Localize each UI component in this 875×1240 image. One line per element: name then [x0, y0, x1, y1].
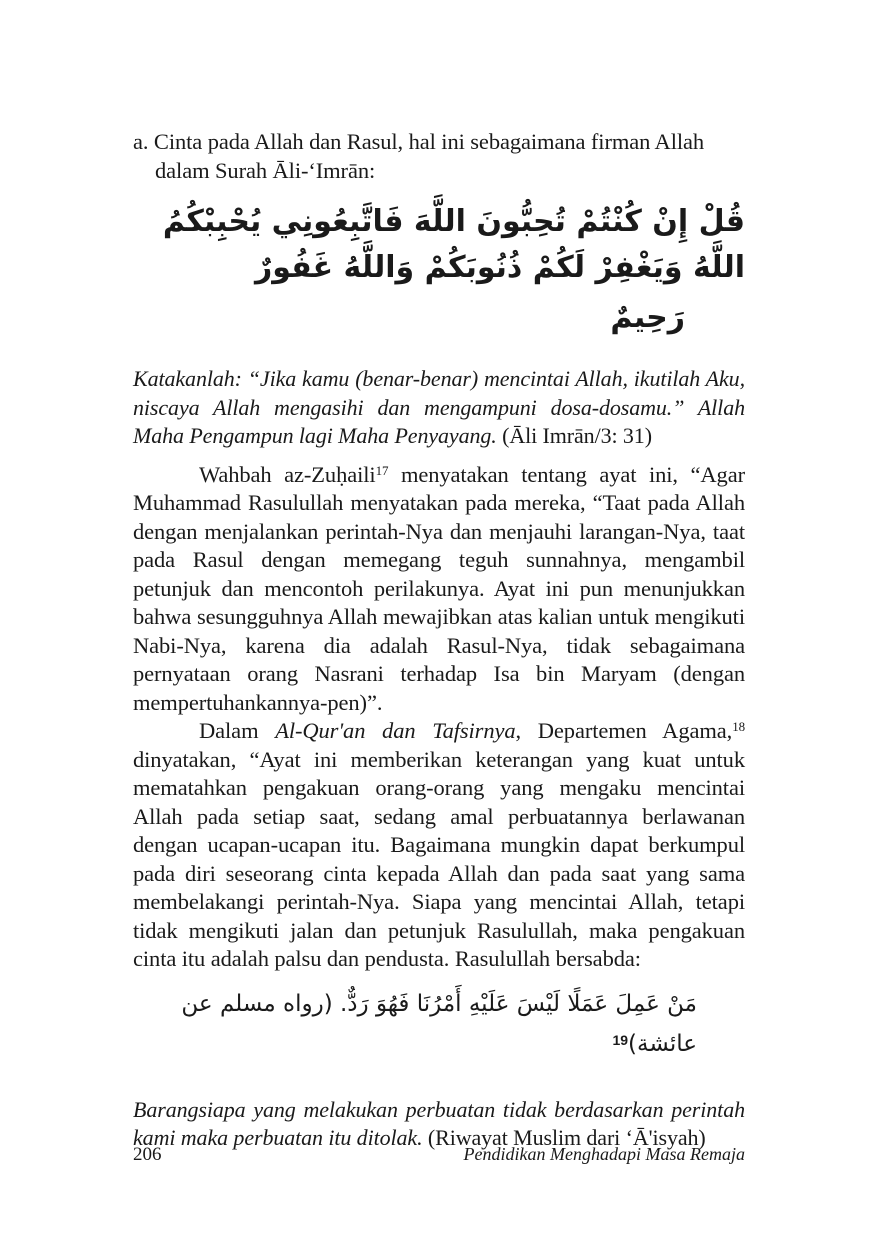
page-body — [133, 128, 745, 1153]
hadith-reference: (Riwayat Muslim dari ‘Ā'isyah) — [427, 1125, 706, 1150]
paragraph-wahbah-rest: menyatakan tentang ayat ini, “Agar Muhammad Rasulullah menyatakan pada mereka, “Taat pada Allah dengan menjalankan perintah-Nya dan menjauhi larangan-Nya, taat pada Rasul dengan memegang teguh sunnahnya, mengambil petunjuk dan mencontoh perilakunya. Ayat ini pun menunjukkan bahwa sesungguhnya Allah mewajibkan atas kalian untuk mengikuti Nabi-Nya, karena dia adalah Rasul-Nya, tidak sebagaimana pernyataan orang Nasrani terhadap Isa bin Maryam (dengan mempertuhankannya-pen)”. — [133, 461, 745, 715]
hadith-arabic — [133, 984, 745, 1064]
footnote-ref-17[interactable]: 17 — [375, 462, 389, 478]
paragraph-depag — [133, 717, 745, 974]
verse-translation — [133, 365, 745, 451]
quran-verse-line-1: قُلْ إِنْ كُنْتُمْ تُحِبُّونَ اللَّهَ فَاتَّبِعُونِي يُحْبِبْكُمُ اللَّهُ وَيَغْفِرْ لَكُمْ ذُنُوبَكُمْ وَاللَّهُ غَفُورٌ — [162, 204, 745, 285]
verse-translation-text: Katakanlah: “Jika kamu (benar-benar) mencintai Allah, ikutilah Aku, niscaya Allah mengasihi dan mengampuni dosa-dosamu.” Allah Maha Pengampun lagi Maha Penyayang. — [133, 366, 745, 448]
page-footer — [133, 1144, 745, 1166]
paragraph-depag-start: Dalam — [199, 718, 276, 743]
paragraph-wahbah-start: Wahbah az-Zuḥaili — [199, 461, 376, 487]
footnote-ref-19[interactable]: 19 — [612, 1031, 629, 1048]
verse-reference: (Āli Imrān/3: 31) — [502, 423, 652, 448]
book-title-tafsir: Al-Qur'an dan Tafsirnya — [275, 718, 516, 743]
paragraph-depag-mid: , Departemen Agama, — [515, 718, 733, 743]
running-title: Pendidikan Menghadapi Masa Remaja — [463, 1144, 745, 1164]
quran-verse-line-2: رَحِيمٌ — [610, 300, 685, 335]
hadith-translation-text: Barangsiapa yang melakukan perbuatan tidak berdasarkan perintah kami maka perbuatan itu ditolak. — [133, 1096, 745, 1150]
paragraph-wahbah — [133, 461, 745, 718]
page-number: 206 — [133, 1144, 162, 1165]
footnote-ref-18[interactable]: 18 — [732, 719, 745, 734]
hadith-text: مَنْ عَمِلَ عَمَلًا لَيْسَ عَلَيْهِ أَمْرُنَا فَهُوَ رَدٌّ. (رواه مسلم عن عائشة) — [181, 990, 697, 1057]
paragraph-depag-rest: dinyatakan, “Ayat ini memberikan keterangan yang kuat untuk mematahkan pengakuan orang-orang yang mengaku mencintai Allah pada setiap saat, sedang amal perbuatannya berlawanan dengan ucapan-ucapan itu. Bagaimana mungkin dapat berkumpul pada diri seseorang cinta kepada Allah dan pada saat yang sama membelakangi perintah-Nya. Siapa yang mencintai Allah, tetapi tidak mengikuti jalan dan petunjuk Rasulullah, maka pengakuan cinta itu adalah palsu dan pendusta. Rasulullah bersabda: — [133, 746, 745, 971]
list-item-a: a. Cinta pada Allah dan Rasul, hal ini sebagaimana firman Allah dalam Surah Āli-‘Imrān: — [133, 129, 705, 183]
